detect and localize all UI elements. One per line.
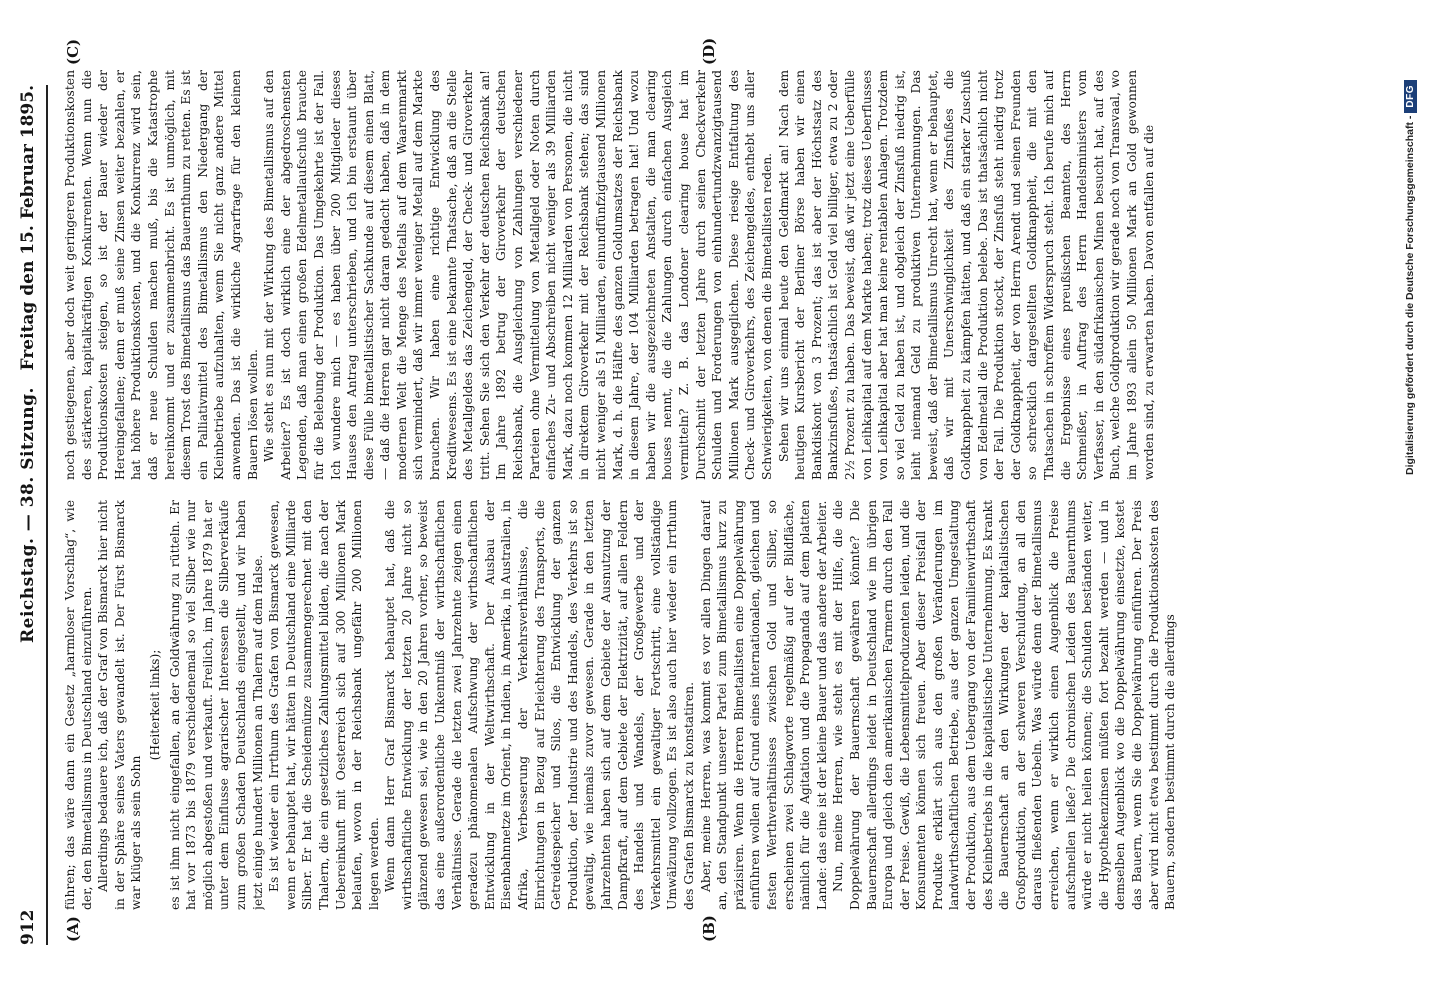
paragraph: Aber, meine Herren, was kommt es vor allen Dingen darauf an, den Standpunkt unserer Partei zum Bimetallismus kurz zu präzisiren. Wenn die Herren Bimetallisten eine Doppelwährung einführen wollen auf Grund eines internationalen, gleichen und festen Werthverhältnisses zwischen Gold und Silber, so erscheinen zwei Schlagworte regelmäßig auf der Bildfläche, nämlich für die Agitation und die Propaganda auf dem platten Lande: das eine ist der kleine Bauer und das andere der Arbeiter. xyxy=(698,500,829,910)
page-header xyxy=(18,85,44,945)
running-title: Reichstag. — 38. Sitzung. xyxy=(18,387,38,643)
paragraph: Wie steht es nun mit der Wirkung des Bimetallismus auf den Arbeiter? Es ist doch wirklich eine der abgedroschensten Legenden, daß man einen großen Edelmetallaufschuß brauche für die Belebung der Produktion. Das Umgekehrte ist der Fall. Ich wundere mich — es haben über 200 Mitglieder dieses Hauses den Antrag unterschrieben, und ich bin erstaunt über diese Fülle bimetallistischer Sachkunde auf diesem einen Blatt, — daß die Herren gar nicht daran gedacht haben, daß in dem modernen Welt die Menge des Metalls auf dem Waarenmarkt sich vermindert, daß wir immer weniger Metall auf dem Markte brauchen. Wir haben eine richtige Entwicklung des Kreditwesens. Es ist eine bekannte Thatsache, daß an die Stelle des Metallgeldes das Zeichengeld, der Check- und Giroverkehr tritt. Sehen Sie sich den Verkehr der deutschen Reichsbank an! Im Jahre 1892 betrug der Giroverkehr der deutschen Reichsbank, die Ausgleichung von Zahlungen verschiedener Parteien ohne Vermittelung von Metallgeld oder Noten durch einfaches Zu- und Abschreiben nicht weniger als 39 Milliarden Mark, dazu noch kommen 12 Milliarden von Personen, die nicht in direktem Giroverkehr mit der Reichsbank stehen; das sind nicht weniger als 51 Milliarden, einundfünfzigtausend Millionen Mark, d. h. die Hälfte des ganzen Goldumsatzes der Reichsbank in diesem Jahre, der 104 Milliarden betragen hat! Und wozu haben wir die ausgezeichneten Anstalten, die man clearing houses nennt, die die Zahlungen durch einfachen Ausgleich vermitteln? Z. B. das Londoner clearing house hat im Durchschnitt der letzten Jahre durch seinen Checkverkehr Schulden und Forderungen von einhundertundzwanzigtausend Millionen Mark ausgeglichen. Diese riesige Entfaltung des Check- und Giroverkehrs, des Zeichengeldes, enthebt uns aller Schwierigkeiten, von denen die Bimetallisten reden. xyxy=(262,70,774,480)
margin-marker-b: (B) xyxy=(700,915,718,942)
paragraph: noch gestiegenen, aber doch weit geringeren Produktionskosten des stärkeren, kapitalkräftigen Konkurrenten. Wenn nun die Produktionskosten steigen, so ist der Bauer wieder der Hereingefallene; denn er muß seine Zinsen weiter bezahlen, er hat höhere Produktionskosten, und die Konkurrenz wird sein, daß er neue Schulden machen muß, bis die Katastrophe hereinkommt und er zusammenbricht. Es ist unmöglich, mit diesem Trost des Bimetallismus das Bauernthum zu retten. Es ist ein Palliativmittel des Bimetallismus den Niedergang der Kleinbetriebe aufzuhalten, wenn Sie nicht ganz andere Mittel anwenden. Das ist die wirkliche Agrarfrage für den kleinen Bauern lösen wollen. xyxy=(63,70,260,480)
header-rule xyxy=(46,85,48,945)
session-date: Freitag den 15. Februar 1895. xyxy=(18,85,38,371)
paragraph: führen; das wäre dann ein Gesetz „harmloser Vorschlag“, wie der, den Bimetallismus in Deutschland einzuführen. xyxy=(63,500,94,910)
paragraph: Sehen wir uns einmal heute den Geldmarkt an! Nach dem heutigen Kursbericht der Berliner Börse haben wir einen Bankdiskont von 3 Prozent; das ist aber der Höchstsatz des Bankzinsfußes, thatsächlich ist Geld viel billiger, etwa zu 2 oder 2½ Prozent zu haben. Das beweist, daß wir jetzt eine Ueberfülle von Leihkapital auf dem Markte haben; trotz dieses Ueberflusses von Leihkapital aber hat man keine rentablen Anlagen. Trotzdem so viel Geld zu haben ist, und obgleich der Zinsfuß niedrig ist, leiht niemand Geld zu produktiven Unternehmungen. Das beweist, daß der Bimetallismus Unrecht hat, wenn er behauptet, daß wir mit Unerschwinglichkeit des Zinsfußes die Goldknappheit zu kämpfen hätten, und daß ein starker Zuschuß von Edelmetall die Produktion belebe. Das ist thatsächlich nicht der Fall. Die Produktion stockt, der Zinsfuß steht niedrig trotz der Goldknappheit, der von Herrn Arendt und seinen Freunden so schrecklich dargestellten Goldknappheit, die mit den Thatsachen in schroffem Widerspruch steht. Ich berufe mich auf die Ergebnisse eines preußischen Beamten, des Herrn Schmeißer, in Auftrag des Herrn Handelsministers vom Verfasser, in den südafrikanischen Minen besucht hat, auf des Buch, welche Goldproduktion wir gerade noch von Transvaal, wo im Jahre 1893 allein 50 Millionen Mark an Gold gewonnen worden sind, zu erwarten haben. Davon entfallen auf die xyxy=(776,70,1156,480)
interjection: (Heiterkeit links); xyxy=(147,649,162,761)
paragraph: Nun, meine Herren, wie steht es mit der Hilfe, die die Doppelwährung der Bauernschaft gewähren könnte? Die Bauernschaft allerdings leidet in Deutschland wie im übrigen Europa und gleich den amerikanischen Farmern durch den Fall der Preise. Gewiß, die Lebensmittelproduzenten leiden, und die Konsumenten können sich freuen. Aber dieser Preisfall der Produkte erklärt sich aus den großen Veränderungen im landwirthschaftlichen Betriebe, aus der ganzen Umgestaltung der Produktion, aus dem Uebergang von der Familienwirthschaft des Kleinbetriebs in die kapitalistische Unternehmung. Es krankt die Bauernschaft an den Wirkungen der kapitalistischen Großproduktion, an der schweren Verschuldung, an all den daraus fließenden Uebeln. Was würde denn der Bimetallismus erreichen, wenn er wirklich einen Augenblick die Preise aufschnellen ließe? Die chronischen Leiden des Bauernthums würde er nicht heilen können; die Schulden beständen weiter, die Hypothekenzinsen müßten fort bezahlt werden — und in demselben Augenblick wo die Doppelwährung einsetzte, kostet das Bauern, wenn Sie die Doppelwährung einführen. Der Preis aber wird nicht etwa bestimmt durch die Produktionskosten des Bauern, sondern bestimmt durch die allerdings xyxy=(831,500,1178,910)
credit-text: Digitalisierung gefördert durch die Deutsche Forschungsgemeinschaft - xyxy=(1404,115,1416,475)
dfg-logo: DFG xyxy=(1404,80,1417,113)
paragraph: es ist ihm nicht eingefallen, an der Goldwährung zu rütteln. Er hat vor 1873 bis 1879 verschiedenemal so viel Silber wie nur möglich abgestoßen und verkauft. Freilich, im Jahre 1879 hat er unter dem Einflusse agrarischer Interessen die Silberverkäufe zum großen Schaden Deutschlands eingestellt, und wir haben jetzt einige hundert Millionen an Thalern auf dem Halse. xyxy=(167,500,265,910)
paragraph: Es ist wieder ein Irrthum des Grafen von Bismarck gewesen, wenn er behauptet hat, wir hätten in Deutschland eine Milliarde Silber. Er hat die Scheidemünze zusammengerechnet mit den Thalern, die ein gesetzliches Zahlungsmittel bilden, die nach der Uebereinkunft mit Oesterreich sich auf 300 Millionen Mark belaufen, wovon in der Reichsbank ungefähr 200 Millionen liegen werden. xyxy=(267,500,381,910)
margin-marker-a: (A) xyxy=(64,916,82,942)
margin-marker-c: (C) xyxy=(64,38,82,65)
margin-marker-d: (D) xyxy=(700,37,718,65)
paragraph: Allerdings bedauere ich, daß der Graf von Bismarck hier nicht in der Sphäre seines Vaters gewandelt ist. Der Fürst Bismarck war klüger als sein Sohn xyxy=(96,500,144,910)
digitization-credit xyxy=(1404,80,1424,920)
left-column xyxy=(62,500,1352,910)
right-column xyxy=(62,70,1352,480)
page-number: 912 xyxy=(18,909,38,945)
paragraph: Wenn dann Herr Graf Bismarck behauptet hat, daß die wirthschaftliche Entwicklung der letzten 20 Jahre nicht so glänzend gewesen sei, wie in den 20 Jahren vorher, so beweist das eine außerordentliche Unkenntniß der wirthschaftlichen Verhältnisse. Gerade die letzten zwei Jahrzehnte zeigen einen geradezu phänomenalen Aufschwung der wirthschaftlichen Entwicklung in der Weltwirthschaft. Der Ausbau der Eisenbahnnetze im Orient, in Indien, in Amerika, in Australien, in Afrika, Verbesserung der Verkehrsverhältnisse, die Einrichtungen in Bezug auf Erleichterung des Transports, die Getreidespeicher und Silos, die Entwicklung der ganzen Produktion, der Industrie und des Handels, des Verkehrs ist so gewaltig, wie niemals zuvor gewesen. Gerade in den letzten Jahrzehnten haben sich auf dem Gebiete der Ausnutzung der Dampfkraft, auf dem Gebiete der Elektrizität, auf allen Feldern des Handels und Wandels, der Großgewerbe und der Verkehrsmittel ein gewaltiger Fortschritt, eine vollständige Umwälzung vollzogen. Es ist also auch hier wieder ein Irrthum des Grafen Bismarck zu konstatiren. xyxy=(383,500,696,910)
